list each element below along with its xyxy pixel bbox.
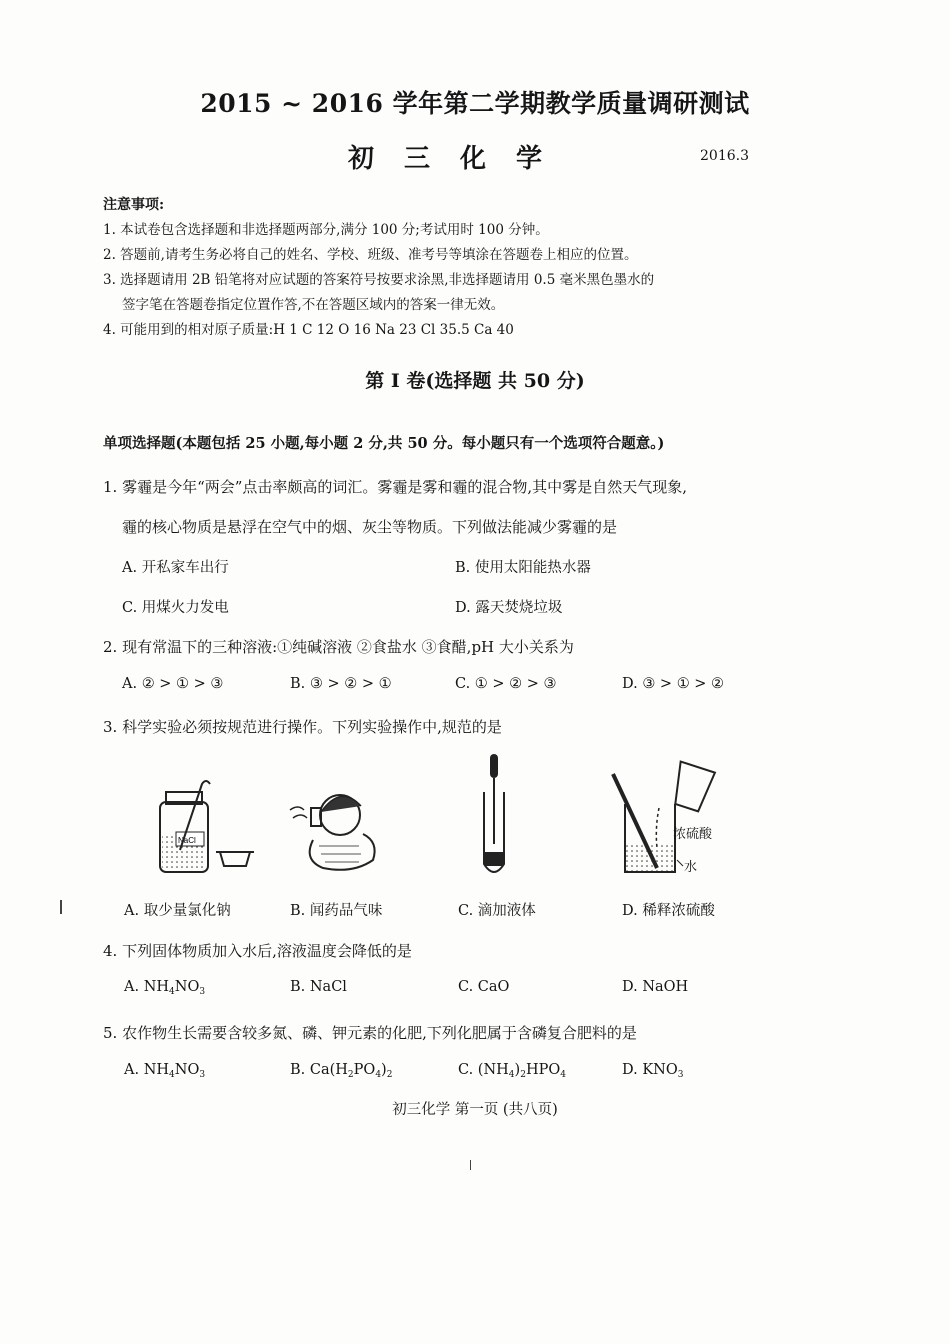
question-1-option-a: A. 开私家车出行 <box>122 560 229 576</box>
question-2-option-a: A. ② > ① > ③ <box>122 676 224 692</box>
dropper-figure <box>470 752 520 882</box>
question-4-stem: 4. 下列固体物质加入水后,溶液温度会降低的是 <box>103 942 412 960</box>
question-3-option-b: B. 闻药品气味 <box>290 903 383 919</box>
note-item: 2. 答题前,请考生务必将自己的姓名、学校、班级、准考号等填涂在答题卷上相应的位置。 <box>103 247 638 263</box>
section-title: 第 I 卷(选择题 共 50 分) <box>365 370 585 392</box>
question-2-option-b: B. ③ > ② > ① <box>290 676 392 692</box>
question-1-option-d: D. 露天焚烧垃圾 <box>455 600 563 616</box>
question-1-option-c: C. 用煤火力发电 <box>122 600 229 616</box>
question-2-stem: 2. 现有常温下的三种溶液:①纯碱溶液 ②食盐水 ③食醋,pH 大小关系为 <box>103 638 574 656</box>
question-5-option-c: C. $(NH_4)_2HPO_4$ <box>458 1062 566 1080</box>
subject-title: 初三化学 <box>347 144 572 174</box>
question-3-option-c: C. 滴加液体 <box>458 903 536 919</box>
question-2-option-c: C. ① > ② > ③ <box>455 676 557 692</box>
question-3-stem: 3. 科学实验必须按规范进行操作。下列实验操作中,规范的是 <box>103 718 502 736</box>
question-5-option-b: B. $Ca(H_2PO_4)_2$ <box>290 1062 393 1080</box>
question-4-option-c: C. CaO <box>458 979 510 995</box>
question-3-option-a: A. 取少量氯化钠 <box>124 903 231 919</box>
question-4-option-b: B. NaCl <box>290 979 347 995</box>
question-3-option-d: D. 稀释浓硫酸 <box>622 903 715 919</box>
nacl-jar-figure <box>150 780 260 880</box>
question-2-option-d: D. ③ > ① > ② <box>622 676 725 692</box>
notes-heading: 注意事项: <box>103 197 165 213</box>
section-instructions: 单项选择题(本题包括 25 小题,每小题 2 分,共 50 分。每小题只有一个选项符合题意。) <box>103 435 665 452</box>
question-1-stem: 1. 雾霾是今年“两会”点击率颇高的词汇。雾霾是雾和霾的混合物,其中雾是自然天气现象, <box>103 478 687 496</box>
water-label: 水 <box>684 860 698 875</box>
note-item: 1. 本试卷包含选择题和非选择题两部分,满分 100 分;考试用时 100 分钟。 <box>103 222 549 238</box>
question-5-stem: 5. 农作物生长需要含较多氮、磷、钾元素的化肥,下列化肥属于含磷复合肥料的是 <box>103 1024 637 1042</box>
scan-mark <box>60 900 62 914</box>
question-5-option-a: A. $NH_4NO_3$ <box>124 1062 206 1080</box>
note-item: 签字笔在答题卷指定位置作答,不在答题区域内的答案一律无效。 <box>122 297 505 313</box>
page-footer: 初三化学 第一页 (共八页) <box>392 1102 558 1118</box>
note-item: 4. 可能用到的相对原子质量:H 1 C 12 O 16 Na 23 Cl 35.5 Ca 40 <box>103 322 514 338</box>
dilution-figure <box>605 764 745 880</box>
smelling-figure <box>285 790 385 880</box>
question-1-option-b: B. 使用太阳能热水器 <box>455 560 591 576</box>
nacl-label: NaCl <box>178 836 196 845</box>
note-item: 3. 选择题请用 2B 铅笔将对应试题的答案符号按要求涂黑,非选择题请用 0.5 毫米黑色墨水的 <box>103 272 655 288</box>
scan-mark <box>470 1160 471 1170</box>
question-4-option-a: A. $NH_4NO_3$ <box>124 979 206 997</box>
question-1-stem-cont: 霾的核心物质是悬浮在空气中的烟、灰尘等物质。下列做法能减少雾霾的是 <box>122 518 618 536</box>
exam-date: 2016.3 <box>700 148 749 164</box>
exam-title: 2015 ~ 2016 学年第二学期教学质量调研测试 <box>200 89 750 118</box>
question-4-option-d: D. NaOH <box>622 979 689 995</box>
acid-label: 浓硫酸 <box>673 827 713 842</box>
question-5-option-d: D. $KNO_3$ <box>622 1062 684 1080</box>
